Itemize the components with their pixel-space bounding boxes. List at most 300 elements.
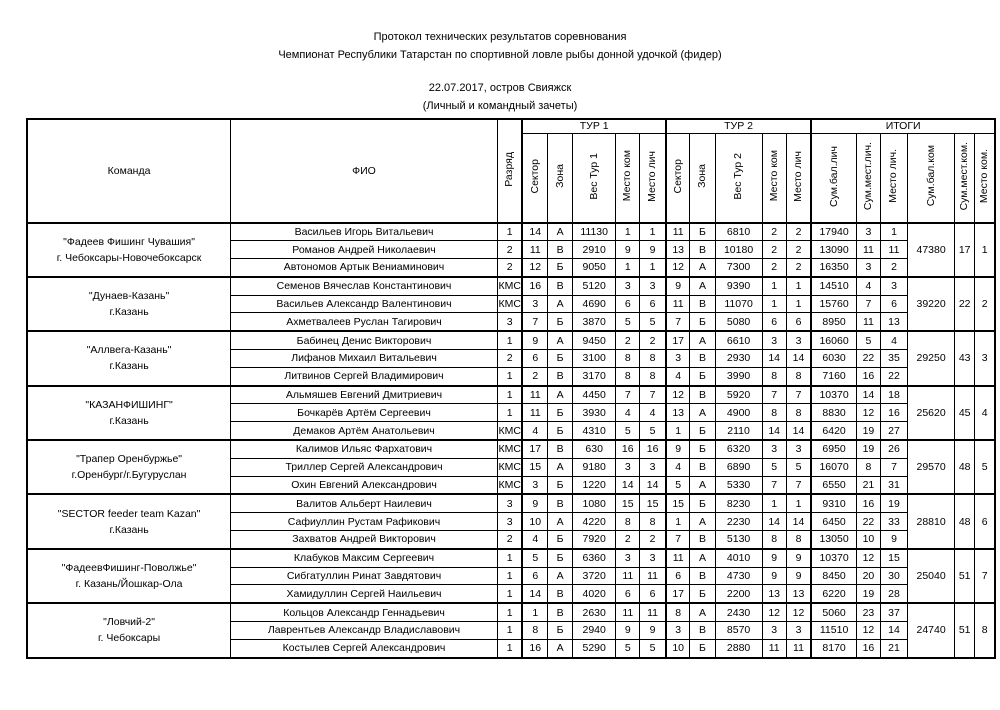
rank-cell: 3 — [497, 313, 522, 331]
sum-pts-pers-cell: 6420 — [811, 422, 856, 440]
rank-cell: 3 — [497, 494, 522, 512]
sum-place-pers-header: Сум.мест.лич. — [856, 133, 880, 223]
team-sum-pts-cell: 29570 — [908, 440, 955, 494]
t1-place-pers-cell: 15 — [640, 494, 666, 512]
t2-zone-cell: В — [690, 622, 715, 640]
t1-weight-header: Вес Тур 1 — [573, 133, 616, 223]
place-pers-final-cell: 11 — [880, 241, 907, 259]
place-pers-final-cell: 9 — [880, 531, 907, 549]
t1-place-pers-cell: 3 — [640, 549, 666, 567]
team-city: г.Казань — [109, 523, 149, 536]
t2-sector-cell: 11 — [666, 223, 690, 241]
rank-cell: 2 — [497, 241, 522, 259]
t2-zone-cell: В — [690, 567, 715, 585]
t2-weight-cell: 5130 — [715, 531, 762, 549]
fio-cell: Романов Андрей Николаевич — [231, 241, 498, 259]
t1-place-team-cell: 3 — [616, 549, 640, 567]
t1-weight-cell: 7920 — [573, 531, 616, 549]
sum-pts-pers-cell: 16070 — [811, 458, 856, 476]
team-sum-place-cell: 43 — [955, 331, 975, 385]
t1-sector-cell: 5 — [522, 549, 547, 567]
sum-place-pers-cell: 7 — [856, 295, 880, 313]
t2-sector-cell: 8 — [666, 603, 690, 621]
rank-cell: 1 — [497, 622, 522, 640]
team-sum-pts-cell: 24740 — [908, 603, 955, 657]
t1-weight-cell: 4310 — [573, 422, 616, 440]
t2-weight-cell: 4010 — [715, 549, 762, 567]
t1-place-pers-cell: 8 — [640, 513, 666, 531]
sum-pts-pers-cell: 8950 — [811, 313, 856, 331]
place-pers-final-cell: 6 — [880, 295, 907, 313]
t1-zone-header: Зона — [548, 133, 573, 223]
t1-place-team-cell: 9 — [616, 622, 640, 640]
t2-place-team-cell: 1 — [762, 494, 786, 512]
t2-weight-cell: 6320 — [715, 440, 762, 458]
t1-sector-cell: 2 — [522, 367, 547, 385]
team-sum-place-cell: 51 — [955, 603, 975, 657]
sum-place-pers-cell: 16 — [856, 367, 880, 385]
t2-sector-cell: 9 — [666, 440, 690, 458]
t2-zone-cell: Б — [690, 494, 715, 512]
t2-place-pers-cell: 14 — [786, 422, 811, 440]
t2-zone-cell: Б — [690, 440, 715, 458]
sum-pts-pers-header: Сум.бал.лич — [811, 133, 856, 223]
team-cell — [27, 494, 231, 548]
fio-cell: Демаков Артём Анатольевич — [231, 422, 498, 440]
t2-place-team-cell: 3 — [762, 331, 786, 349]
t2-sector-cell: 11 — [666, 295, 690, 313]
t2-zone-header: Зона — [690, 133, 715, 223]
t1-weight-cell: 9450 — [573, 331, 616, 349]
t1-sector-cell: 16 — [522, 639, 547, 657]
rank-cell: КМС — [497, 295, 522, 313]
t2-sector-cell: 3 — [666, 622, 690, 640]
place-pers-final-cell: 16 — [880, 404, 907, 422]
t1-weight-cell: 9050 — [573, 259, 616, 277]
t2-weight-cell: 6610 — [715, 331, 762, 349]
t1-zone-cell: А — [548, 513, 573, 531]
sum-place-pers-cell: 3 — [856, 223, 880, 241]
team-sum-pts-cell: 25040 — [908, 549, 955, 603]
t2-zone-cell: А — [690, 331, 715, 349]
t1-place-team-cell: 6 — [616, 295, 640, 313]
rank-cell: 1 — [497, 386, 522, 404]
t2-zone-cell: Б — [690, 422, 715, 440]
team-sum-place-cell: 17 — [955, 223, 975, 277]
sum-place-pers-cell: 12 — [856, 622, 880, 640]
team-cell — [27, 331, 231, 385]
t1-place-team-cell: 2 — [616, 331, 640, 349]
t2-place-team-cell: 14 — [762, 422, 786, 440]
t1-place-team-cell: 7 — [616, 386, 640, 404]
t1-zone-cell: Б — [548, 476, 573, 494]
t1-zone-cell: В — [548, 440, 573, 458]
team-city: г. Чебоксары-Новочебоксарск — [56, 251, 202, 264]
fio-column-header: ФИО — [231, 119, 498, 223]
t1-zone-cell: А — [548, 639, 573, 657]
t2-place-team-cell: 11 — [762, 639, 786, 657]
place-pers-final-cell: 37 — [880, 603, 907, 621]
sum-pts-pers-cell: 8450 — [811, 567, 856, 585]
t1-weight-cell: 2910 — [573, 241, 616, 259]
t2-place-team-cell: 2 — [762, 223, 786, 241]
t2-weight-cell: 4900 — [715, 404, 762, 422]
t2-place-pers-cell: 6 — [786, 313, 811, 331]
place-pers-final-cell: 33 — [880, 513, 907, 531]
t2-weight-cell: 2110 — [715, 422, 762, 440]
t1-place-pers-cell: 8 — [640, 350, 666, 368]
t2-weight-cell: 5920 — [715, 386, 762, 404]
t1-weight-cell: 5120 — [573, 277, 616, 295]
sum-place-pers-cell: 10 — [856, 531, 880, 549]
t2-zone-cell: А — [690, 549, 715, 567]
fio-cell: Сафиуллин Рустам Рафикович — [231, 513, 498, 531]
sum-place-pers-cell: 22 — [856, 513, 880, 531]
fio-cell: Ахметвалеев Руслан Тагирович — [231, 313, 498, 331]
t1-place-pers-cell: 1 — [640, 223, 666, 241]
sum-pts-pers-cell: 6030 — [811, 350, 856, 368]
fio-cell: Клабуков Максим Сергеевич — [231, 549, 498, 567]
t1-weight-cell: 4450 — [573, 386, 616, 404]
t1-zone-cell: А — [548, 458, 573, 476]
t1-sector-cell: 7 — [522, 313, 547, 331]
rank-cell: 2 — [497, 350, 522, 368]
t1-place-pers-cell: 5 — [640, 313, 666, 331]
fio-cell: Охин Евгений Александрович — [231, 476, 498, 494]
fio-cell: Васильев Александр Валентинович — [231, 295, 498, 313]
t1-sector-cell: 1 — [522, 603, 547, 621]
fio-cell: Семенов Вячеслав Константинович — [231, 277, 498, 295]
t2-place-pers-cell: 8 — [786, 404, 811, 422]
t2-zone-cell: В — [690, 458, 715, 476]
rank-cell: КМС — [497, 422, 522, 440]
t2-zone-cell: А — [690, 513, 715, 531]
t1-place-team-cell: 14 — [616, 476, 640, 494]
t2-place-team-cell: 9 — [762, 567, 786, 585]
t1-place-pers-cell: 1 — [640, 259, 666, 277]
t1-place-team-cell: 5 — [616, 639, 640, 657]
sum-place-pers-cell: 11 — [856, 241, 880, 259]
t1-sector-cell: 6 — [522, 567, 547, 585]
t2-weight-cell: 4730 — [715, 567, 762, 585]
results-table — [26, 118, 996, 659]
place-team-final-header: Место ком. — [975, 133, 995, 223]
t2-place-pers-cell: 8 — [786, 367, 811, 385]
fio-cell: Бабинец Денис Викторович — [231, 331, 498, 349]
t2-zone-cell: В — [690, 295, 715, 313]
t1-sector-cell: 3 — [522, 295, 547, 313]
place-pers-final-cell: 18 — [880, 386, 907, 404]
t1-zone-cell: А — [548, 386, 573, 404]
sum-pts-pers-cell: 6450 — [811, 513, 856, 531]
t2-weight-cell: 5080 — [715, 313, 762, 331]
t2-zone-cell: В — [690, 350, 715, 368]
t1-place-pers-cell: 14 — [640, 476, 666, 494]
t1-place-team-cell: 8 — [616, 367, 640, 385]
t2-zone-cell: Б — [690, 585, 715, 603]
t1-place-team-cell: 1 — [616, 259, 640, 277]
t2-sector-cell: 4 — [666, 367, 690, 385]
t1-place-pers-cell: 8 — [640, 367, 666, 385]
table-row — [27, 331, 995, 349]
t1-sector-cell: 8 — [522, 622, 547, 640]
tour1-header: ТУР 1 — [522, 119, 665, 133]
date-place: 22.07.2017, остров Свияжск — [428, 82, 572, 94]
t2-sector-cell: 6 — [666, 567, 690, 585]
t2-place-pers-cell: 7 — [786, 476, 811, 494]
t2-place-team-cell: 5 — [762, 458, 786, 476]
team-sum-pts-cell: 39220 — [908, 277, 955, 331]
t2-weight-cell: 2200 — [715, 585, 762, 603]
team-city: г. Казань/Йошкар-Ола — [75, 578, 183, 591]
team-sum-place-cell: 48 — [955, 494, 975, 548]
t2-weight-cell: 6890 — [715, 458, 762, 476]
place-pers-final-cell: 30 — [880, 567, 907, 585]
t2-weight-cell: 2880 — [715, 639, 762, 657]
t1-weight-cell: 4220 — [573, 513, 616, 531]
t1-place-pers-cell: 3 — [640, 458, 666, 476]
t1-sector-cell: 14 — [522, 585, 547, 603]
sum-place-pers-cell: 21 — [856, 476, 880, 494]
t1-zone-cell: Б — [548, 259, 573, 277]
t2-place-pers-cell: 3 — [786, 622, 811, 640]
t1-sector-cell: 17 — [522, 440, 547, 458]
t1-zone-cell: Б — [548, 350, 573, 368]
sum-pts-pers-cell: 5060 — [811, 603, 856, 621]
t2-place-team-cell: 1 — [762, 277, 786, 295]
t1-zone-cell: В — [548, 241, 573, 259]
table-row — [27, 603, 995, 621]
t2-zone-cell: Б — [690, 639, 715, 657]
sum-place-pers-cell: 16 — [856, 494, 880, 512]
t1-place-team-cell: 6 — [616, 585, 640, 603]
table-row — [27, 494, 995, 512]
t2-place-team-cell: 9 — [762, 549, 786, 567]
team-cell — [27, 440, 231, 494]
t1-place-pers-cell: 2 — [640, 331, 666, 349]
t1-place-pers-cell: 6 — [640, 295, 666, 313]
t2-sector-cell: 12 — [666, 386, 690, 404]
fio-cell: Автономов Артык Вениаминович — [231, 259, 498, 277]
t2-zone-cell: Б — [690, 313, 715, 331]
t2-zone-cell: Б — [690, 367, 715, 385]
sum-pts-pers-cell: 13050 — [811, 531, 856, 549]
t2-place-pers-cell: 11 — [786, 639, 811, 657]
table-row — [27, 440, 995, 458]
rank-cell: КМС — [497, 458, 522, 476]
t2-weight-header: Вес Тур 2 — [715, 133, 762, 223]
sum-place-pers-cell: 3 — [856, 259, 880, 277]
team-name: "Дунаев-Казань" — [88, 290, 170, 303]
rank-cell: 1 — [497, 585, 522, 603]
t1-place-pers-cell: 3 — [640, 277, 666, 295]
t1-sector-cell: 16 — [522, 277, 547, 295]
place-pers-final-cell: 7 — [880, 458, 907, 476]
sum-place-pers-cell: 8 — [856, 458, 880, 476]
team-sum-pts-cell: 47380 — [908, 223, 955, 277]
t2-sector-cell: 17 — [666, 585, 690, 603]
team-place-cell: 1 — [975, 223, 995, 277]
t2-place-pers-cell: 14 — [786, 513, 811, 531]
sum-pts-pers-cell: 10370 — [811, 386, 856, 404]
t1-place-pers-cell: 4 — [640, 404, 666, 422]
t1-sector-cell: 12 — [522, 259, 547, 277]
sum-pts-pers-cell: 8170 — [811, 639, 856, 657]
totals-header: ИТОГИ — [811, 119, 995, 133]
t2-sector-cell: 12 — [666, 259, 690, 277]
t2-weight-cell: 8570 — [715, 622, 762, 640]
t2-place-team-cell: 8 — [762, 531, 786, 549]
t2-place-team-cell: 3 — [762, 622, 786, 640]
sum-place-pers-cell: 14 — [856, 386, 880, 404]
team-place-cell: 3 — [975, 331, 995, 385]
sum-place-pers-cell: 19 — [856, 440, 880, 458]
team-place-cell: 5 — [975, 440, 995, 494]
sum-pts-pers-cell: 8830 — [811, 404, 856, 422]
team-name: "Трапер Оренбуржье" — [76, 453, 183, 466]
t1-weight-cell: 2940 — [573, 622, 616, 640]
fio-cell: Васильев Игорь Витальевич — [231, 223, 498, 241]
t2-place-pers-header: Место лич — [786, 133, 811, 223]
t1-place-team-cell: 2 — [616, 531, 640, 549]
t1-place-team-cell: 5 — [616, 313, 640, 331]
t2-sector-cell: 10 — [666, 639, 690, 657]
rank-cell: КМС — [497, 476, 522, 494]
sum-pts-pers-cell: 11510 — [811, 622, 856, 640]
t1-sector-cell: 11 — [522, 404, 547, 422]
team-cell — [27, 277, 231, 331]
rank-cell: 2 — [497, 259, 522, 277]
team-sum-pts-cell: 29250 — [908, 331, 955, 385]
t1-place-pers-cell: 11 — [640, 603, 666, 621]
t2-zone-cell: А — [690, 259, 715, 277]
team-place-cell: 6 — [975, 494, 995, 548]
place-pers-final-cell: 31 — [880, 476, 907, 494]
place-pers-final-cell: 13 — [880, 313, 907, 331]
t2-place-team-header: Место ком — [762, 133, 786, 223]
team-city: г.Казань — [109, 414, 149, 427]
t2-place-pers-cell: 3 — [786, 440, 811, 458]
rank-column-header: Разряд — [497, 119, 522, 223]
t1-place-pers-cell: 7 — [640, 386, 666, 404]
t1-place-pers-cell: 5 — [640, 639, 666, 657]
t2-place-team-cell: 6 — [762, 313, 786, 331]
t2-zone-cell: Б — [690, 223, 715, 241]
t2-sector-cell: 7 — [666, 531, 690, 549]
sum-pts-pers-cell: 15760 — [811, 295, 856, 313]
t2-place-team-cell: 8 — [762, 367, 786, 385]
fio-cell: Лифанов Михаил Витальевич — [231, 350, 498, 368]
t1-place-pers-cell: 5 — [640, 422, 666, 440]
t1-weight-cell: 630 — [573, 440, 616, 458]
t2-place-pers-cell: 1 — [786, 494, 811, 512]
t1-weight-cell: 3720 — [573, 567, 616, 585]
t2-place-team-cell: 14 — [762, 350, 786, 368]
t2-weight-cell: 2430 — [715, 603, 762, 621]
team-city: г.Оренбург/г.Бугуруслан — [71, 469, 187, 482]
t2-weight-cell: 10180 — [715, 241, 762, 259]
t2-weight-cell: 5330 — [715, 476, 762, 494]
t1-place-team-cell: 9 — [616, 241, 640, 259]
sum-place-pers-cell: 12 — [856, 549, 880, 567]
place-pers-final-cell: 35 — [880, 350, 907, 368]
place-pers-final-cell: 21 — [880, 639, 907, 657]
t1-place-team-cell: 11 — [616, 567, 640, 585]
place-pers-final-cell: 14 — [880, 622, 907, 640]
team-name: "SECTOR feeder team Kazan" — [57, 507, 201, 520]
t1-zone-cell: В — [548, 277, 573, 295]
t2-place-pers-cell: 9 — [786, 549, 811, 567]
t2-place-pers-cell: 1 — [786, 295, 811, 313]
t1-place-team-cell: 4 — [616, 404, 640, 422]
t2-sector-cell: 1 — [666, 513, 690, 531]
t1-weight-cell: 3170 — [573, 367, 616, 385]
t2-place-pers-cell: 3 — [786, 331, 811, 349]
place-pers-final-cell: 22 — [880, 367, 907, 385]
t2-weight-cell: 8230 — [715, 494, 762, 512]
t1-weight-cell: 3100 — [573, 350, 616, 368]
t2-place-pers-cell: 12 — [786, 603, 811, 621]
t1-sector-cell: 6 — [522, 350, 547, 368]
t2-place-pers-cell: 2 — [786, 259, 811, 277]
t1-sector-header: Сектор — [522, 133, 547, 223]
t2-place-team-cell: 2 — [762, 241, 786, 259]
fio-cell: Сибгатуллин Ринат Завдятович — [231, 567, 498, 585]
sum-pts-pers-cell: 13090 — [811, 241, 856, 259]
fio-cell: Костылев Сергей Александрович — [231, 639, 498, 657]
t2-sector-cell: 4 — [666, 458, 690, 476]
t2-place-team-cell: 14 — [762, 513, 786, 531]
team-place-cell: 2 — [975, 277, 995, 331]
t1-place-team-cell: 1 — [616, 223, 640, 241]
t2-sector-cell: 5 — [666, 476, 690, 494]
t1-weight-cell: 2630 — [573, 603, 616, 621]
t2-zone-cell: В — [690, 386, 715, 404]
team-place-cell: 4 — [975, 386, 995, 440]
sum-pts-pers-cell: 10370 — [811, 549, 856, 567]
t2-zone-cell: А — [690, 603, 715, 621]
t1-weight-cell: 3870 — [573, 313, 616, 331]
table-row — [27, 549, 995, 567]
team-cell — [27, 223, 231, 277]
fio-cell: Триллер Сергей Александрович — [231, 458, 498, 476]
team-column-header: Команда — [27, 119, 231, 223]
rank-cell: 1 — [497, 549, 522, 567]
t1-zone-cell: А — [548, 567, 573, 585]
t1-place-pers-cell: 16 — [640, 440, 666, 458]
t1-place-pers-cell: 11 — [640, 567, 666, 585]
t2-place-pers-cell: 1 — [786, 277, 811, 295]
t1-zone-cell: Б — [548, 549, 573, 567]
fio-cell: Литвинов Сергей Владимирович — [231, 367, 498, 385]
t1-place-team-cell: 8 — [616, 350, 640, 368]
t1-zone-cell: А — [548, 223, 573, 241]
t1-zone-cell: В — [548, 494, 573, 512]
t1-zone-cell: Б — [548, 313, 573, 331]
t1-place-team-cell: 16 — [616, 440, 640, 458]
t1-zone-cell: Б — [548, 622, 573, 640]
team-name: "КАЗАНФИШИНГ" — [85, 398, 173, 411]
t2-place-team-cell: 8 — [762, 404, 786, 422]
sum-pts-pers-cell: 6220 — [811, 585, 856, 603]
t2-place-team-cell: 12 — [762, 603, 786, 621]
rank-cell: 1 — [497, 367, 522, 385]
t1-sector-cell: 9 — [522, 494, 547, 512]
t1-weight-cell: 3930 — [573, 404, 616, 422]
t2-sector-cell: 3 — [666, 350, 690, 368]
t2-place-pers-cell: 8 — [786, 531, 811, 549]
t2-place-team-cell: 1 — [762, 295, 786, 313]
